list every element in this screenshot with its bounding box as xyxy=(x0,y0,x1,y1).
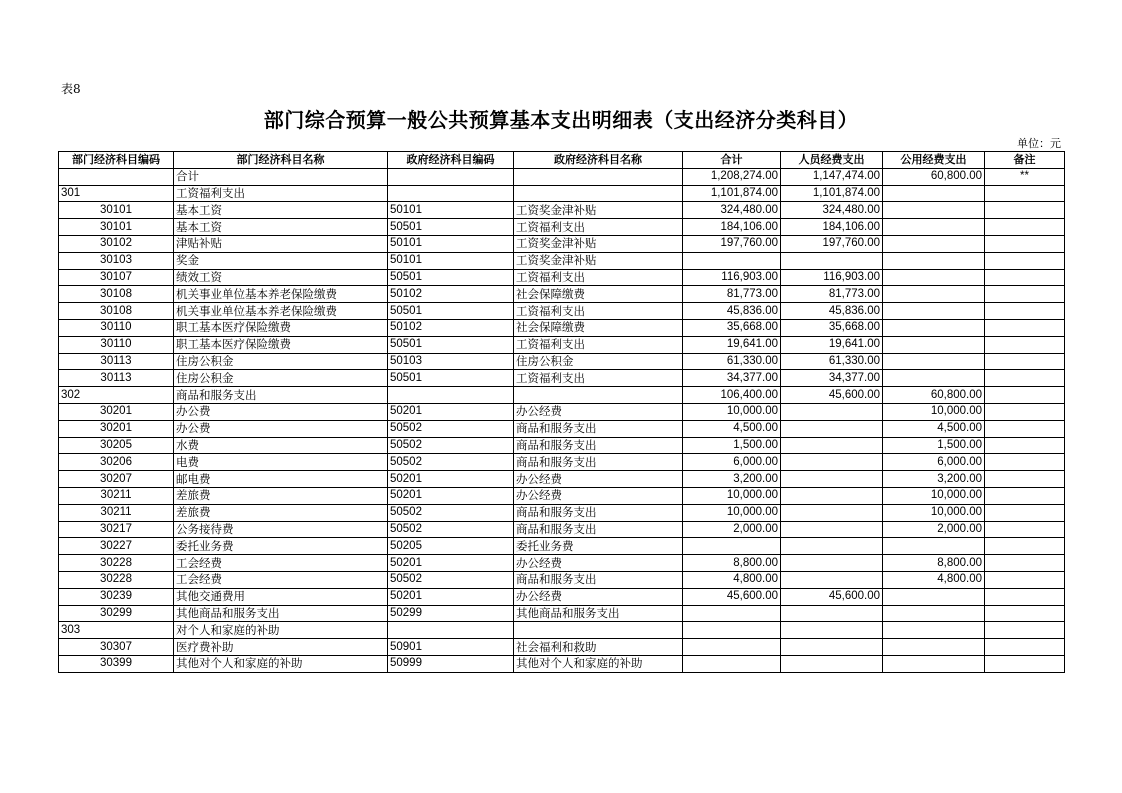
total-cell: 34,377.00 xyxy=(683,370,781,387)
gov-name-cell xyxy=(514,168,683,185)
personnel-cell: 45,600.00 xyxy=(781,588,883,605)
note-cell xyxy=(985,336,1065,353)
personnel-cell xyxy=(781,487,883,504)
table-row xyxy=(59,303,1065,320)
gov-code-cell: 50999 xyxy=(388,655,514,672)
dept-code-cell: 30103 xyxy=(59,252,174,269)
gov-code-cell: 50502 xyxy=(388,454,514,471)
total-cell xyxy=(683,622,781,639)
dept-code-cell: 30239 xyxy=(59,588,174,605)
gov-name-cell: 工资福利支出 xyxy=(514,219,683,236)
dept-code-cell: 30101 xyxy=(59,219,174,236)
table-row xyxy=(59,286,1065,303)
gov-name-cell: 办公经费 xyxy=(514,487,683,504)
personnel-cell xyxy=(781,521,883,538)
gov-name-cell: 工资福利支出 xyxy=(514,303,683,320)
gov-name-cell: 商品和服务支出 xyxy=(514,571,683,588)
total-cell: 1,500.00 xyxy=(683,437,781,454)
total-cell: 1,208,274.00 xyxy=(683,168,781,185)
public-cell xyxy=(883,370,985,387)
gov-name-cell: 其他商品和服务支出 xyxy=(514,605,683,622)
dept-name-cell: 机关事业单位基本养老保险缴费 xyxy=(174,303,388,320)
table-row xyxy=(59,487,1065,504)
public-cell xyxy=(883,336,985,353)
public-cell: 3,200.00 xyxy=(883,471,985,488)
dept-code-cell: 30201 xyxy=(59,403,174,420)
public-cell: 8,800.00 xyxy=(883,555,985,572)
table-row xyxy=(59,655,1065,672)
gov-name-cell: 商品和服务支出 xyxy=(514,420,683,437)
table-row xyxy=(59,521,1065,538)
personnel-cell xyxy=(781,504,883,521)
header-note: 备注 xyxy=(985,152,1065,169)
dept-name-cell: 津贴补贴 xyxy=(174,235,388,252)
total-cell: 45,600.00 xyxy=(683,588,781,605)
dept-name-cell: 对个人和家庭的补助 xyxy=(174,622,388,639)
personnel-cell xyxy=(781,639,883,656)
note-cell xyxy=(985,387,1065,404)
header-gov-name: 政府经济科目名称 xyxy=(514,152,683,169)
gov-code-cell: 50201 xyxy=(388,555,514,572)
table-row xyxy=(59,454,1065,471)
dept-code-cell: 30102 xyxy=(59,235,174,252)
personnel-cell: 34,377.00 xyxy=(781,370,883,387)
dept-code-cell: 30211 xyxy=(59,504,174,521)
dept-code-cell: 30206 xyxy=(59,454,174,471)
gov-name-cell: 委托业务费 xyxy=(514,538,683,555)
personnel-cell xyxy=(781,252,883,269)
dept-name-cell: 基本工资 xyxy=(174,202,388,219)
dept-code-cell xyxy=(59,168,174,185)
dept-name-cell: 差旅费 xyxy=(174,504,388,521)
dept-code-cell: 30110 xyxy=(59,336,174,353)
note-cell xyxy=(985,437,1065,454)
table-row xyxy=(59,219,1065,236)
gov-code-cell: 50502 xyxy=(388,521,514,538)
dept-name-cell: 其他对个人和家庭的补助 xyxy=(174,655,388,672)
dept-name-cell: 工会经费 xyxy=(174,571,388,588)
public-cell xyxy=(883,622,985,639)
note-cell xyxy=(985,471,1065,488)
total-cell xyxy=(683,655,781,672)
dept-name-cell: 职工基本医疗保险缴费 xyxy=(174,319,388,336)
personnel-cell xyxy=(781,471,883,488)
public-cell xyxy=(883,303,985,320)
personnel-cell: 184,106.00 xyxy=(781,219,883,236)
table-row xyxy=(59,235,1065,252)
dept-code-cell: 30113 xyxy=(59,353,174,370)
personnel-cell: 324,480.00 xyxy=(781,202,883,219)
table-row xyxy=(59,202,1065,219)
dept-name-cell: 水费 xyxy=(174,437,388,454)
dept-code-cell: 30228 xyxy=(59,571,174,588)
total-cell: 116,903.00 xyxy=(683,269,781,286)
public-cell: 2,000.00 xyxy=(883,521,985,538)
note-cell xyxy=(985,286,1065,303)
table-row xyxy=(59,185,1065,202)
table-row xyxy=(59,168,1065,185)
public-cell xyxy=(883,319,985,336)
gov-name-cell: 办公经费 xyxy=(514,403,683,420)
note-cell: ** xyxy=(985,168,1065,185)
dept-code-cell: 30101 xyxy=(59,202,174,219)
public-cell xyxy=(883,538,985,555)
table-row xyxy=(59,538,1065,555)
dept-name-cell: 邮电费 xyxy=(174,471,388,488)
public-cell xyxy=(883,286,985,303)
dept-code-cell: 30299 xyxy=(59,605,174,622)
note-cell xyxy=(985,370,1065,387)
gov-code-cell: 50201 xyxy=(388,588,514,605)
table-row xyxy=(59,387,1065,404)
dept-name-cell: 住房公积金 xyxy=(174,353,388,370)
table-row xyxy=(59,605,1065,622)
total-cell xyxy=(683,605,781,622)
gov-name-cell: 住房公积金 xyxy=(514,353,683,370)
gov-code-cell xyxy=(388,387,514,404)
note-cell xyxy=(985,319,1065,336)
header-personnel: 人员经费支出 xyxy=(781,152,883,169)
personnel-cell: 61,330.00 xyxy=(781,353,883,370)
dept-name-cell: 办公费 xyxy=(174,403,388,420)
public-cell: 6,000.00 xyxy=(883,454,985,471)
note-cell xyxy=(985,588,1065,605)
gov-code-cell: 50103 xyxy=(388,353,514,370)
gov-code-cell: 50501 xyxy=(388,219,514,236)
dept-code-cell: 30110 xyxy=(59,319,174,336)
total-cell: 81,773.00 xyxy=(683,286,781,303)
personnel-cell: 1,101,874.00 xyxy=(781,185,883,202)
public-cell xyxy=(883,185,985,202)
dept-name-cell: 差旅费 xyxy=(174,487,388,504)
total-cell: 61,330.00 xyxy=(683,353,781,370)
note-cell xyxy=(985,353,1065,370)
gov-code-cell: 50102 xyxy=(388,286,514,303)
personnel-cell xyxy=(781,622,883,639)
gov-code-cell: 50501 xyxy=(388,303,514,320)
personnel-cell xyxy=(781,555,883,572)
personnel-cell: 45,836.00 xyxy=(781,303,883,320)
public-cell: 60,800.00 xyxy=(883,168,985,185)
gov-code-cell xyxy=(388,185,514,202)
gov-name-cell: 社会保障缴费 xyxy=(514,286,683,303)
dept-code-cell: 30307 xyxy=(59,639,174,656)
gov-name-cell xyxy=(514,185,683,202)
public-cell xyxy=(883,252,985,269)
gov-name-cell: 商品和服务支出 xyxy=(514,521,683,538)
dept-code-cell: 30228 xyxy=(59,555,174,572)
total-cell: 324,480.00 xyxy=(683,202,781,219)
gov-name-cell: 商品和服务支出 xyxy=(514,504,683,521)
gov-name-cell xyxy=(514,622,683,639)
dept-name-cell: 奖金 xyxy=(174,252,388,269)
dept-name-cell: 委托业务费 xyxy=(174,538,388,555)
public-cell xyxy=(883,219,985,236)
dept-code-cell: 30108 xyxy=(59,303,174,320)
table-row xyxy=(59,353,1065,370)
gov-name-cell: 工资福利支出 xyxy=(514,269,683,286)
table-row xyxy=(59,555,1065,572)
gov-code-cell xyxy=(388,168,514,185)
public-cell xyxy=(883,353,985,370)
gov-code-cell: 50205 xyxy=(388,538,514,555)
gov-name-cell: 其他对个人和家庭的补助 xyxy=(514,655,683,672)
note-cell xyxy=(985,420,1065,437)
gov-code-cell: 50201 xyxy=(388,487,514,504)
personnel-cell xyxy=(781,454,883,471)
public-cell xyxy=(883,202,985,219)
dept-name-cell: 职工基本医疗保险缴费 xyxy=(174,336,388,353)
personnel-cell: 35,668.00 xyxy=(781,319,883,336)
gov-code-cell: 50501 xyxy=(388,370,514,387)
table-row xyxy=(59,319,1065,336)
note-cell xyxy=(985,538,1065,555)
note-cell xyxy=(985,521,1065,538)
public-cell: 10,000.00 xyxy=(883,403,985,420)
note-cell xyxy=(985,235,1065,252)
total-cell: 184,106.00 xyxy=(683,219,781,236)
table-row xyxy=(59,336,1065,353)
total-cell: 3,200.00 xyxy=(683,471,781,488)
gov-code-cell: 50502 xyxy=(388,571,514,588)
total-cell xyxy=(683,538,781,555)
note-cell xyxy=(985,219,1065,236)
personnel-cell xyxy=(781,571,883,588)
dept-code-cell: 302 xyxy=(59,387,174,404)
gov-name-cell: 商品和服务支出 xyxy=(514,437,683,454)
gov-code-cell: 50502 xyxy=(388,504,514,521)
gov-code-cell: 50201 xyxy=(388,403,514,420)
dept-code-cell: 30399 xyxy=(59,655,174,672)
note-cell xyxy=(985,504,1065,521)
table-row xyxy=(59,622,1065,639)
table-row xyxy=(59,403,1065,420)
gov-code-cell: 50102 xyxy=(388,319,514,336)
total-cell: 10,000.00 xyxy=(683,403,781,420)
note-cell xyxy=(985,252,1065,269)
gov-code-cell: 50502 xyxy=(388,437,514,454)
dept-name-cell: 基本工资 xyxy=(174,219,388,236)
unit-label: 单位：元 xyxy=(1017,137,1061,150)
dept-code-cell: 30205 xyxy=(59,437,174,454)
gov-name-cell: 工资奖金津补贴 xyxy=(514,235,683,252)
table-row xyxy=(59,252,1065,269)
personnel-cell xyxy=(781,538,883,555)
total-cell: 4,800.00 xyxy=(683,571,781,588)
dept-code-cell: 303 xyxy=(59,622,174,639)
total-cell: 19,641.00 xyxy=(683,336,781,353)
public-cell: 4,800.00 xyxy=(883,571,985,588)
gov-code-cell: 50101 xyxy=(388,202,514,219)
personnel-cell: 81,773.00 xyxy=(781,286,883,303)
public-cell xyxy=(883,639,985,656)
dept-code-cell: 30217 xyxy=(59,521,174,538)
personnel-cell: 197,760.00 xyxy=(781,235,883,252)
public-cell: 4,500.00 xyxy=(883,420,985,437)
dept-name-cell: 绩效工资 xyxy=(174,269,388,286)
budget-detail-table xyxy=(58,151,1065,673)
note-cell xyxy=(985,487,1065,504)
gov-code-cell xyxy=(388,622,514,639)
personnel-cell: 45,600.00 xyxy=(781,387,883,404)
total-cell xyxy=(683,252,781,269)
dept-name-cell: 其他商品和服务支出 xyxy=(174,605,388,622)
gov-name-cell: 工资奖金津补贴 xyxy=(514,202,683,219)
total-cell: 1,101,874.00 xyxy=(683,185,781,202)
personnel-cell xyxy=(781,655,883,672)
table-row xyxy=(59,504,1065,521)
dept-code-cell: 30207 xyxy=(59,471,174,488)
total-cell: 45,836.00 xyxy=(683,303,781,320)
gov-code-cell: 50501 xyxy=(388,269,514,286)
public-cell xyxy=(883,235,985,252)
note-cell xyxy=(985,185,1065,202)
note-cell xyxy=(985,639,1065,656)
gov-name-cell: 社会保障缴费 xyxy=(514,319,683,336)
gov-name-cell: 办公经费 xyxy=(514,555,683,572)
page-title: 部门综合预算一般公共预算基本支出明细表（支出经济分类科目） xyxy=(263,108,859,132)
note-cell xyxy=(985,655,1065,672)
total-cell: 106,400.00 xyxy=(683,387,781,404)
gov-code-cell: 50101 xyxy=(388,235,514,252)
header-total: 合计 xyxy=(683,152,781,169)
note-cell xyxy=(985,605,1065,622)
total-cell: 4,500.00 xyxy=(683,420,781,437)
table-row xyxy=(59,370,1065,387)
gov-code-cell: 50501 xyxy=(388,336,514,353)
total-cell: 6,000.00 xyxy=(683,454,781,471)
header-row xyxy=(59,152,1065,169)
public-cell xyxy=(883,605,985,622)
note-cell xyxy=(985,454,1065,471)
total-cell xyxy=(683,639,781,656)
note-cell xyxy=(985,303,1065,320)
public-cell xyxy=(883,269,985,286)
dept-name-cell: 合计 xyxy=(174,168,388,185)
dept-name-cell: 办公费 xyxy=(174,420,388,437)
dept-name-cell: 工会经费 xyxy=(174,555,388,572)
gov-name-cell: 办公经费 xyxy=(514,471,683,488)
note-cell xyxy=(985,622,1065,639)
public-cell: 10,000.00 xyxy=(883,504,985,521)
table-row xyxy=(59,420,1065,437)
table-row xyxy=(59,639,1065,656)
gov-name-cell: 工资福利支出 xyxy=(514,336,683,353)
personnel-cell xyxy=(781,437,883,454)
personnel-cell: 1,147,474.00 xyxy=(781,168,883,185)
total-cell: 2,000.00 xyxy=(683,521,781,538)
note-cell xyxy=(985,202,1065,219)
dept-code-cell: 30227 xyxy=(59,538,174,555)
dept-name-cell: 医疗费补助 xyxy=(174,639,388,656)
dept-name-cell: 其他交通费用 xyxy=(174,588,388,605)
personnel-cell: 19,641.00 xyxy=(781,336,883,353)
table-row xyxy=(59,269,1065,286)
gov-name-cell: 工资福利支出 xyxy=(514,370,683,387)
table-row xyxy=(59,471,1065,488)
dept-name-cell: 住房公积金 xyxy=(174,370,388,387)
public-cell xyxy=(883,655,985,672)
gov-name-cell xyxy=(514,387,683,404)
total-cell: 8,800.00 xyxy=(683,555,781,572)
public-cell: 1,500.00 xyxy=(883,437,985,454)
gov-code-cell: 50201 xyxy=(388,471,514,488)
public-cell: 60,800.00 xyxy=(883,387,985,404)
public-cell xyxy=(883,588,985,605)
note-cell xyxy=(985,269,1065,286)
gov-name-cell: 办公经费 xyxy=(514,588,683,605)
dept-code-cell: 30107 xyxy=(59,269,174,286)
dept-code-cell: 301 xyxy=(59,185,174,202)
dept-name-cell: 机关事业单位基本养老保险缴费 xyxy=(174,286,388,303)
table-number: 表8 xyxy=(61,82,81,96)
dept-name-cell: 工资福利支出 xyxy=(174,185,388,202)
gov-name-cell: 商品和服务支出 xyxy=(514,454,683,471)
header-dept-name: 部门经济科目名称 xyxy=(174,152,388,169)
total-cell: 10,000.00 xyxy=(683,487,781,504)
gov-name-cell: 工资奖金津补贴 xyxy=(514,252,683,269)
dept-code-cell: 30113 xyxy=(59,370,174,387)
table-row xyxy=(59,571,1065,588)
dept-code-cell: 30108 xyxy=(59,286,174,303)
personnel-cell xyxy=(781,605,883,622)
gov-code-cell: 50299 xyxy=(388,605,514,622)
header-dept-code: 部门经济科目编码 xyxy=(59,152,174,169)
dept-name-cell: 电费 xyxy=(174,454,388,471)
table-row xyxy=(59,588,1065,605)
note-cell xyxy=(985,555,1065,572)
header-public: 公用经费支出 xyxy=(883,152,985,169)
total-cell: 197,760.00 xyxy=(683,235,781,252)
dept-name-cell: 商品和服务支出 xyxy=(174,387,388,404)
personnel-cell xyxy=(781,403,883,420)
gov-code-cell: 50101 xyxy=(388,252,514,269)
note-cell xyxy=(985,571,1065,588)
total-cell: 35,668.00 xyxy=(683,319,781,336)
public-cell: 10,000.00 xyxy=(883,487,985,504)
personnel-cell xyxy=(781,420,883,437)
personnel-cell: 116,903.00 xyxy=(781,269,883,286)
note-cell xyxy=(985,403,1065,420)
header-gov-code: 政府经济科目编码 xyxy=(388,152,514,169)
gov-code-cell: 50502 xyxy=(388,420,514,437)
gov-name-cell: 社会福利和救助 xyxy=(514,639,683,656)
dept-name-cell: 公务接待费 xyxy=(174,521,388,538)
total-cell: 10,000.00 xyxy=(683,504,781,521)
dept-code-cell: 30201 xyxy=(59,420,174,437)
gov-code-cell: 50901 xyxy=(388,639,514,656)
table-body xyxy=(59,168,1065,672)
table-row xyxy=(59,437,1065,454)
dept-code-cell: 30211 xyxy=(59,487,174,504)
